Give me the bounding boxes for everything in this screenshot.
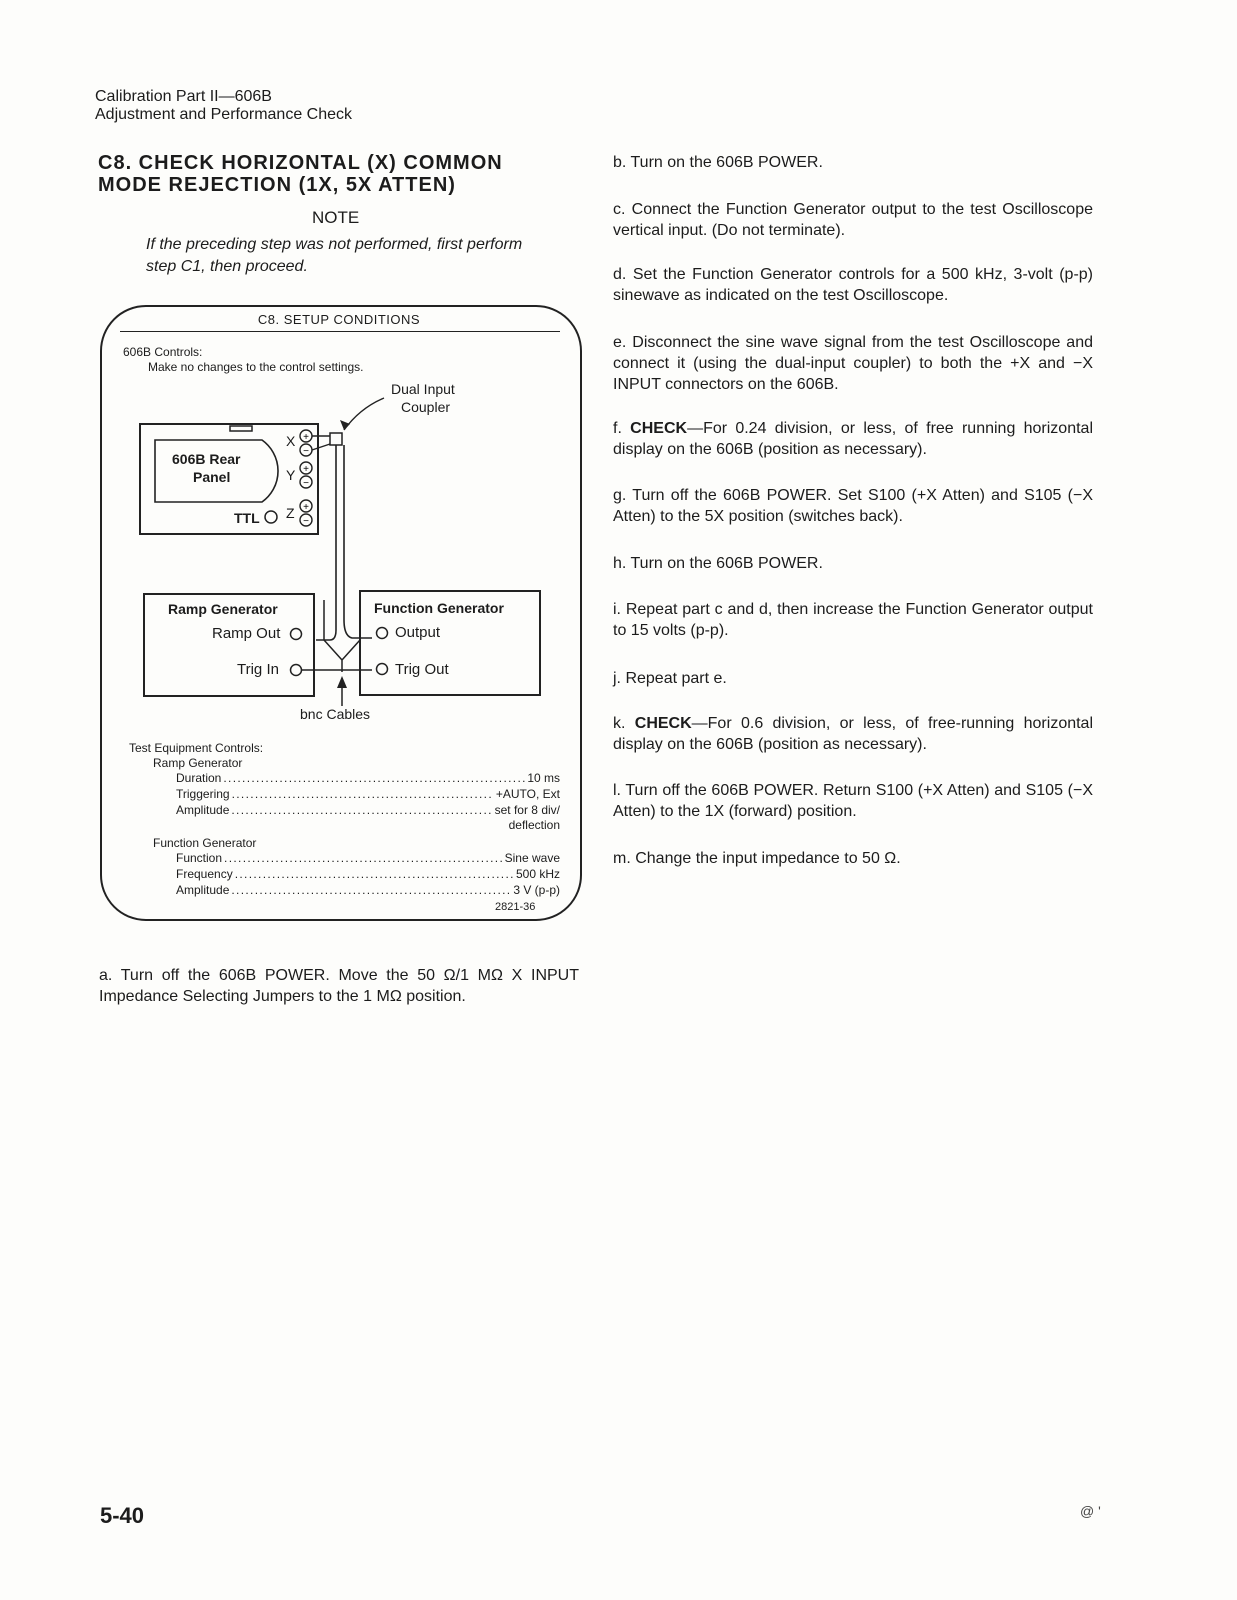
function-generator-title: Function Generator xyxy=(374,600,504,616)
svg-text:−: − xyxy=(303,446,309,457)
ramp-setting-row xyxy=(176,770,560,786)
function-generator-heading: Function Generator xyxy=(153,836,257,850)
ramp-out-label: Ramp Out xyxy=(212,625,281,642)
function-setting-row xyxy=(176,866,560,882)
step-d: d. Set the Function Generator controls for a 500 kHz, 3-volt (p-p) sinewave as indicated on the test Oscilloscope. xyxy=(613,266,1093,304)
step-i: i. Repeat part c and d, then increase the Function Generator output to 15 volts (p-p). xyxy=(613,601,1093,639)
step-g: g. Turn off the 606B POWER. Set S100 (+X Atten) and S105 (−X Atten) to the 5X position (switches back). xyxy=(613,487,1093,525)
ramp-setting-row xyxy=(176,802,560,818)
controls-text: Make no changes to the control settings. xyxy=(148,360,364,374)
ramp-generator-title: Ramp Generator xyxy=(168,601,278,617)
setting-value: set for 8 div/ xyxy=(494,803,560,817)
ramp-settings-list xyxy=(176,770,560,833)
trig-out-label: Trig Out xyxy=(395,661,449,678)
setup-title: C8. SETUP CONDITIONS xyxy=(257,312,421,327)
step-b: b. Turn on the 606B POWER. xyxy=(613,154,823,171)
step-k-prefix: k. xyxy=(613,715,635,732)
ramp-setting-row xyxy=(176,786,560,802)
setting-value: +AUTO, Ext xyxy=(495,787,560,801)
setting-name: Amplitude xyxy=(176,883,230,897)
setting-value: 10 ms xyxy=(527,771,560,785)
step-f-check: CHECK xyxy=(630,420,688,437)
rear-panel-label-1: 606B Rear xyxy=(172,451,241,467)
step-f xyxy=(613,418,1093,460)
bnc-cables-label: bnc Cables xyxy=(300,706,371,722)
svg-text:−: − xyxy=(303,516,309,527)
ramp-amplitude-cont: deflection xyxy=(508,818,560,832)
rear-panel-label-2: Panel xyxy=(193,469,231,485)
coupler-label-1: Dual Input xyxy=(391,381,455,397)
setting-name: Amplitude xyxy=(176,803,230,817)
setting-name: Duration xyxy=(176,771,222,785)
ttl-connector xyxy=(265,511,277,523)
step-f-prefix: f. xyxy=(613,420,631,437)
header-line-1: Calibration Part II—606B xyxy=(95,88,272,105)
step-k-text: —For 0.6 division, or less, of free-running horizontal display on the 606B (position as necessary). xyxy=(613,715,1094,753)
step-a: a. Turn off the 606B POWER. Move the 50 Ω/1 MΩ X INPUT Impedance Selecting Jumpers to the 1 MΩ position. xyxy=(99,967,579,1005)
step-h: h. Turn on the 606B POWER. xyxy=(613,555,823,572)
step-f-text: —For 0.24 division, or less, of free running horizontal display on the 606B (position as necessary). xyxy=(613,420,1093,458)
step-k xyxy=(613,713,1093,755)
function-setting-row xyxy=(176,882,560,898)
step-l: l. Turn off the 606B POWER. Return S100 (+X Atten) and S105 (−X Atten) to the 1X (forward) position. xyxy=(613,782,1093,820)
note-text: If the preceding step was not performed, first perform step C1, then proceed. xyxy=(146,236,523,275)
output-label: Output xyxy=(395,624,441,641)
page-number: 5-40 xyxy=(100,1503,145,1528)
svg-text:+: + xyxy=(303,502,309,513)
x-label: X xyxy=(286,433,296,449)
ttl-label: TTL xyxy=(234,510,260,526)
setting-value: 3 V (p-p) xyxy=(513,883,560,897)
ramp-out-connector xyxy=(291,629,302,640)
trig-in-connector xyxy=(291,665,302,676)
controls-heading: 606B Controls: xyxy=(123,345,203,359)
coupler-label-2: Coupler xyxy=(401,399,451,415)
ramp-generator-heading: Ramp Generator xyxy=(153,756,243,770)
dual-input-coupler xyxy=(330,433,342,445)
step-e: e. Disconnect the sine wave signal from the test Oscilloscope and connect it (using the dual-input coupler) to both the +X and −X INPUT connectors on the 606B. xyxy=(613,334,1093,393)
svg-text:+: + xyxy=(303,464,309,475)
trig-out-connector xyxy=(377,664,388,675)
setting-value: Sine wave xyxy=(504,851,560,865)
step-j: j. Repeat part e. xyxy=(613,670,727,687)
trig-in-label: Trig In xyxy=(237,661,279,678)
coupler-pointer xyxy=(344,398,384,430)
figure-number: 2821-36 xyxy=(495,901,536,913)
publisher-mark: @ ' xyxy=(1080,1503,1101,1519)
section-title: C8. CHECK HORIZONTAL (X) COMMON MODE REJECTION (1X, 5X ATTEN) xyxy=(98,152,503,196)
output-connector xyxy=(377,628,388,639)
note-heading: NOTE xyxy=(312,208,360,227)
svg-text:−: − xyxy=(303,478,309,489)
setting-name: Triggering xyxy=(176,787,230,801)
step-c: c. Connect the Function Generator output to the test Oscilloscope vertical input. (Do not terminate). xyxy=(613,201,1093,239)
step-m: m. Change the input impedance to 50 Ω. xyxy=(613,850,901,867)
svg-text:+: + xyxy=(303,432,309,443)
setting-name: Function xyxy=(176,851,223,865)
step-k-check: CHECK xyxy=(634,715,692,732)
z-label: Z xyxy=(286,505,295,521)
function-setting-row xyxy=(176,850,560,866)
y-label: Y xyxy=(286,467,296,483)
setting-name: Frequency xyxy=(176,867,233,881)
rear-panel-slot xyxy=(230,426,252,431)
test-equipment-heading: Test Equipment Controls: xyxy=(129,741,264,755)
setting-value: 500 kHz xyxy=(515,867,560,881)
cable-right xyxy=(344,445,372,638)
function-settings-list xyxy=(176,850,560,898)
header-line-2: Adjustment and Performance Check xyxy=(95,106,353,123)
